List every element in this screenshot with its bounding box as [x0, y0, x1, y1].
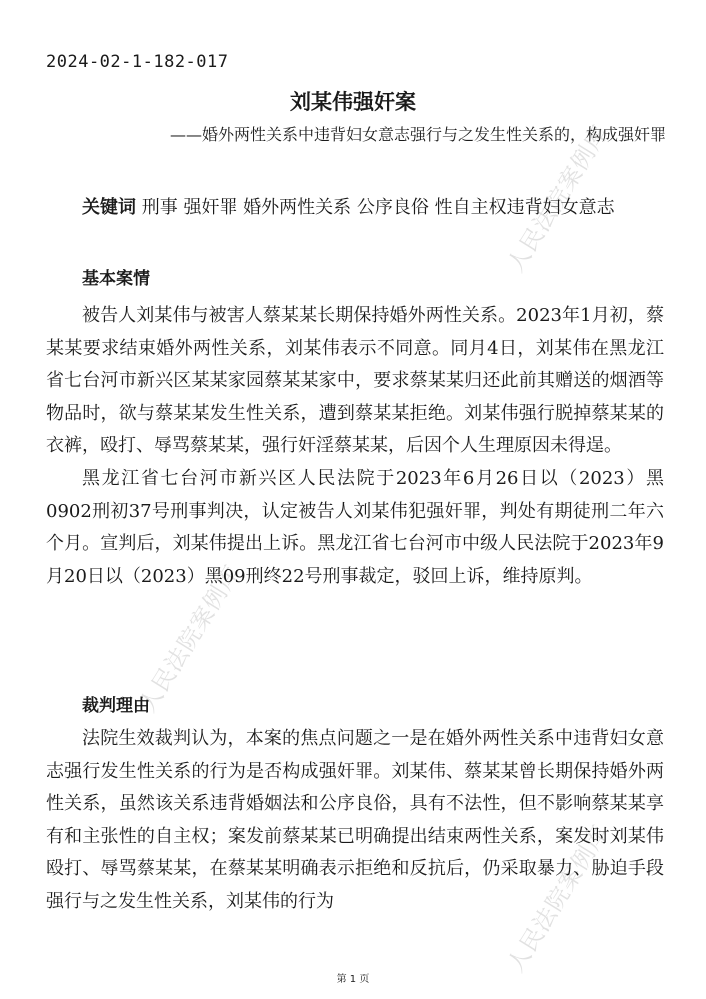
section-heading-basic-facts: 基本案情 [82, 269, 150, 289]
paragraph: 被告人刘某伟与被害人蔡某某长期保持婚外两性关系。2023年1月初，蔡某某要求结束婚外两性关系，刘某伟表示不同意。同月4日，刘某伟在黑龙江省七台河市新兴区某某家园蔡某某家中，要求蔡某某归还此前其赠送的烟酒等物品时，欲与蔡某某发生性关系，遭到蔡某某拒绝。刘某伟强行脱掉蔡某某的衣裤，殴打、辱骂蔡某某，强行奸淫蔡某某，后因个人生理原因未得逞。 [46, 305, 664, 457]
paragraph: 黑龙江省七台河市新兴区人民法院于2023年6月26日以（2023）黑0902刑初37号刑事判决，认定被告人刘某伟犯强奸罪，判处有期徒刑二年六个月。宣判后，刘某伟提出上诉。黑龙江省七台河市中级人民法院于2023年9月20日以（2023）黑09刑终22号刑事裁定，驳回上诉，维持原判。 [46, 467, 664, 587]
case-number: 2024-02-1-182-017 [46, 52, 229, 72]
keywords-label: 关键词 [82, 197, 136, 218]
watermark: 人民法院案例库 [503, 120, 615, 277]
keywords-line [46, 192, 664, 225]
page-subtitle: ——婚外两性关系中违背妇女意志强行与之发生性关系的，构成强奸罪 [169, 125, 666, 144]
page-title: 刘某伟强奸案 [290, 89, 416, 114]
watermark: 人民法院案例库 [135, 560, 247, 717]
reasoning-body [46, 723, 664, 919]
watermark: 人民法院案例库 [503, 820, 615, 977]
page-footer: 第 1 页 [336, 974, 370, 985]
basic-facts-body [46, 300, 664, 593]
paragraph: 法院生效裁判认为，本案的焦点问题之一是在婚外两性关系中违背妇女意志强行发生性关系的行为是否构成强奸罪。刘某伟、蔡某某曾长期保持婚外两性关系，虽然该关系违背婚姻法和公序良俗，具有不法性，但不影响蔡某某享有和主张性的自主权；案发前蔡某某已明确提出结束两性关系，案发时刘某伟殴打、辱骂蔡某某，在蔡某某明确表示拒绝和反抗后，仍采取暴力、胁迫手段强行与之发生性关系，刘某伟的行为 [46, 728, 664, 912]
section-heading-reasoning: 裁判理由 [82, 696, 150, 716]
keywords-text: 刑事 强奸罪 婚外两性关系 公序良俗 性自主权违背妇女意志 [136, 197, 615, 218]
